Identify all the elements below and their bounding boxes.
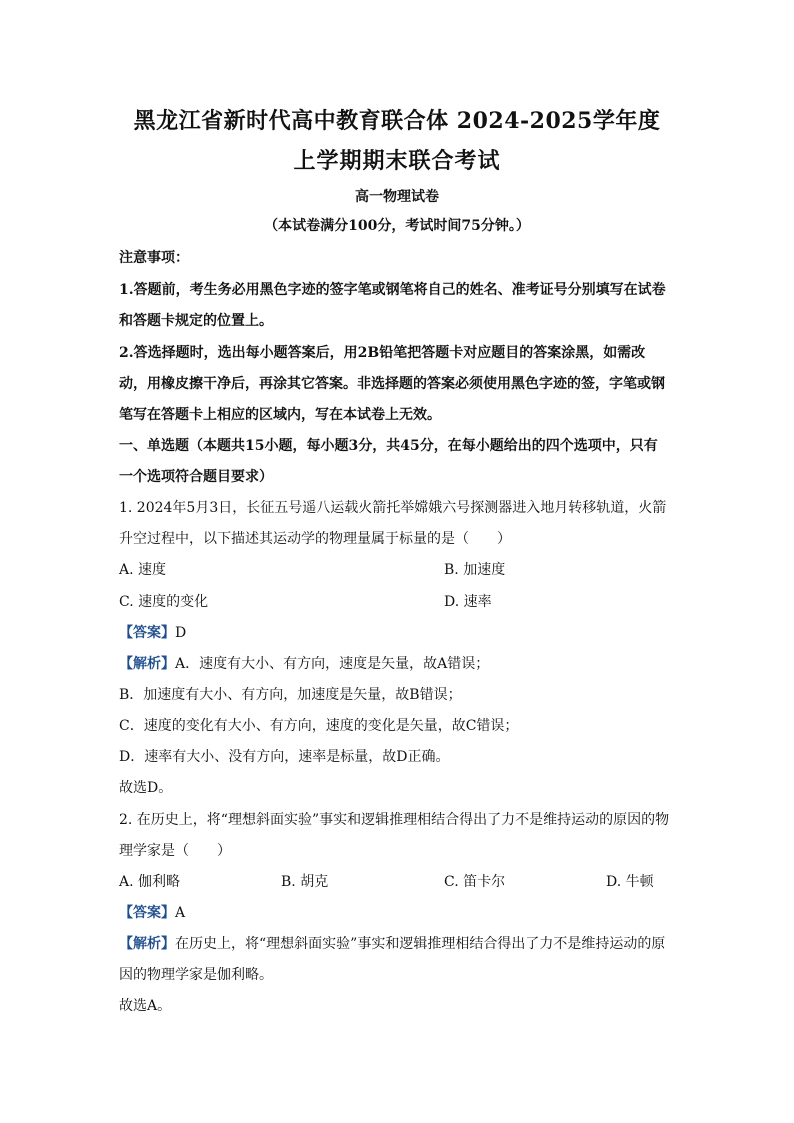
section-heading-line2: 一个选项符合题目要求）: [119, 469, 273, 485]
analysis-tag: 【解析】: [119, 936, 175, 952]
q1-option-c: C. 速度的变化: [119, 594, 209, 610]
q2-answer-value: A: [175, 905, 186, 921]
q2-conclusion: 故选A。: [119, 998, 172, 1014]
q2-analysis-line2: 因的物理学家是伽利略。: [119, 967, 273, 983]
q2-analysis-line1: [119, 934, 679, 954]
q2-option-d: D. 牛顿: [606, 874, 654, 890]
answer-tag: 【答案】: [119, 905, 175, 921]
q1-answer: [119, 623, 679, 643]
q1-answer-value: D: [175, 625, 187, 641]
q1-analysis-line3: C．速度的变化有大小、有方向，速度的变化是矢量，故C错误；: [119, 718, 519, 734]
notes-heading: 注意事项：: [119, 250, 189, 266]
note-2-line1: 2.答选择题时，选出每小题答案后，用2B铅笔把答题卡对应题目的答案涂黑，如需改: [119, 345, 646, 361]
section-heading-line1: 一、单选题（本题共15小题，每小题3分，共45分，在每小题给出的四个选项中，只有: [119, 438, 658, 454]
q2-option-b: B. 胡克: [281, 874, 329, 890]
q1-analysis-line1: [119, 654, 679, 674]
q1-stem-line2: 升空过程中，以下描述其运动学的物理量属于标量的是（ ）: [119, 531, 511, 547]
note-2-line3: 笔写在答题卡上相应的区域内，写在本试卷上无效。: [119, 407, 441, 423]
q1-stem-line1: 1. 2024年5月3日，长征五号遥八运载火箭托举嫦娥六号探测器进入地月转移轨道，火箭: [119, 500, 667, 516]
q2-option-c: C. 笛卡尔: [444, 874, 506, 890]
analysis-tag: 【解析】: [119, 656, 175, 672]
exam-info: （本试卷满分100分，考试时间75分钟。）: [264, 218, 530, 234]
q1-option-a: A. 速度: [119, 562, 167, 578]
q2-answer: [119, 903, 679, 923]
exam-subtitle: 高一物理试卷: [355, 189, 439, 205]
note-1-line1: 1.答题前，考生务必用黑色字迹的签字笔或钢笔将自己的姓名、准考证号分别填写在试卷: [119, 282, 666, 298]
q2-option-a: A. 伽利略: [119, 874, 181, 890]
q1-analysis-text: A．速度有大小、有方向，速度是矢量，故A错误；: [175, 656, 490, 672]
q2-stem-line2: 理学家是（ ）: [119, 843, 231, 859]
q1-option-b: B. 加速度: [444, 562, 506, 578]
exam-title-line2: 上学期期末联合考试: [293, 148, 501, 174]
note-1-line2: 和答题卡规定的位置上。: [119, 313, 273, 329]
q1-conclusion: 故选D。: [119, 780, 173, 796]
q1-analysis-line2: B．加速度有大小、有方向，加速度是矢量，故B错误；: [119, 687, 462, 703]
answer-tag: 【答案】: [119, 625, 175, 641]
exam-title-line1: 黑龙江省新时代高中教育联合体 2024-2025学年度: [133, 108, 661, 134]
q1-analysis-line4: D．速率有大小、没有方向，速率是标量，故D正确。: [119, 749, 450, 765]
q2-analysis-text: 在历史上，将“理想斜面实验”事实和逻辑推理相结合得出了力不是维持运动的原: [175, 936, 666, 952]
q1-option-d: D. 速率: [444, 594, 492, 610]
note-2-line2: 动，用橡皮擦干净后，再涂其它答案。非选择题的答案必须使用黑色字迹的签，字笔或钢: [119, 376, 665, 392]
q2-stem-line1: 2. 在历史上，将“理想斜面实验”事实和逻辑推理相结合得出了力不是维持运动的原因的物: [119, 812, 670, 828]
